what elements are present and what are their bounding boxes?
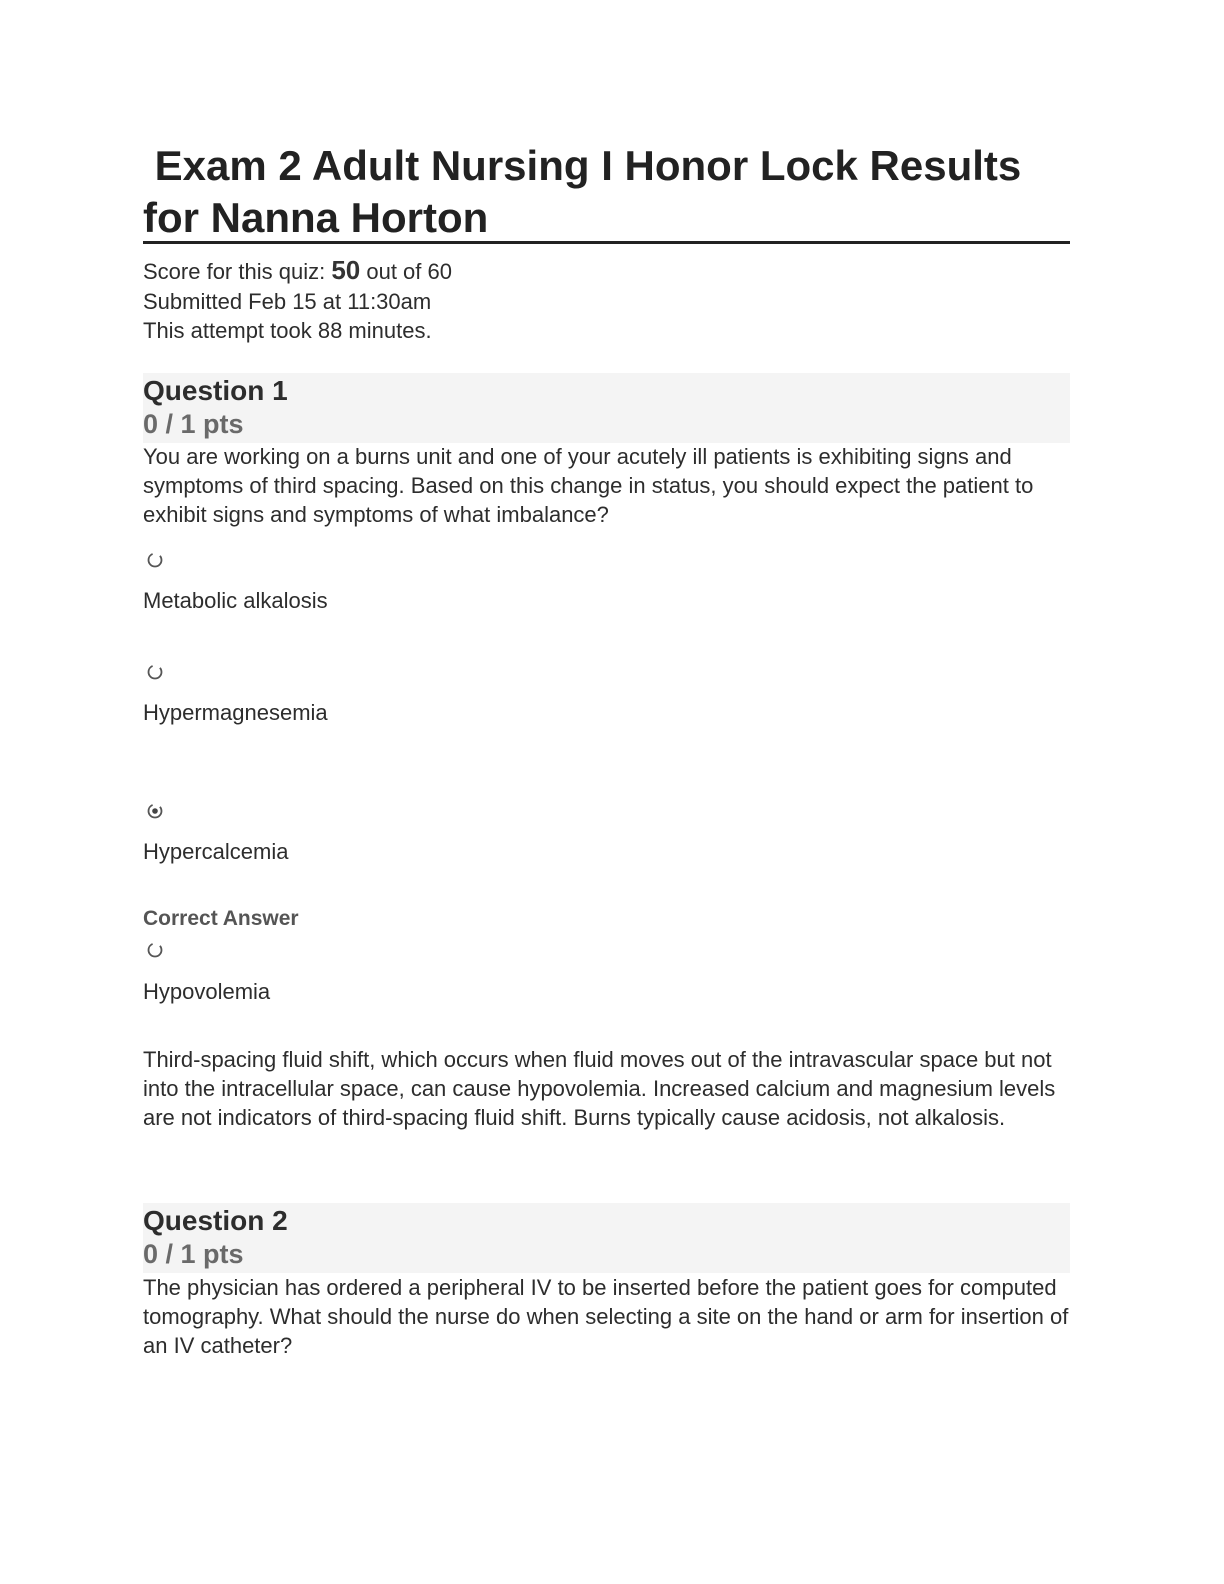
score-prefix: Score for this quiz: [143,259,332,284]
question-1-title: Question 1 [143,375,288,406]
question-2-text: The physician has ordered a peripheral IV to be inserted before the patient goes for computed tomography. What should the nurse do when selecting a site on the hand or arm for insertion of an IV catheter? [143,1275,1069,1358]
score-value: 50 [331,255,361,285]
question-1-header [143,373,1070,443]
question-1-points: 0 / 1 pts [143,409,244,439]
submitted-text: Submitted Feb 15 at 11:30am [143,289,432,314]
radio-unselected-icon[interactable] [145,662,165,682]
score-suffix: out of 60 [360,259,452,284]
title-divider [143,241,1070,244]
radio-unselected-icon[interactable] [145,550,165,570]
radio-selected-icon[interactable] [145,801,165,821]
page-title: Exam 2 Adult Nursing I Honor Lock Results for Nanna Horton [143,142,1033,241]
question-1-text: You are working on a burns unit and one of your acutely ill patients is exhibiting signs and symptoms of third spacing. Based on this change in status, you should expect the patient to exhibit signs and symptoms of what imbalance? [143,444,1034,527]
question-2-points: 0 / 1 pts [143,1239,244,1269]
answer-option[interactable]: Hypermagnesemia [143,700,328,725]
question-2-title: Question 2 [143,1205,288,1236]
question-1-explanation: Third-spacing fluid shift, which occurs when fluid moves out of the intravascular space but not into the intracellular space, can cause hypovolemia. Increased calcium and magnesium levels are not indicators of third-spacing fluid shift. Burns typically cause acidosis, not alkalosis. [143,1047,1056,1130]
score-line [143,256,452,286]
answer-option-correct[interactable]: Hypovolemia [143,979,271,1004]
attempt-duration: This attempt took 88 minutes. [143,318,432,343]
radio-unselected-icon[interactable] [145,940,165,960]
correct-answer-label: Correct Answer [143,907,299,930]
answer-option-selected[interactable]: Hypercalcemia [143,839,289,864]
answer-option[interactable]: Metabolic alkalosis [143,588,328,613]
question-2-header [143,1203,1070,1273]
